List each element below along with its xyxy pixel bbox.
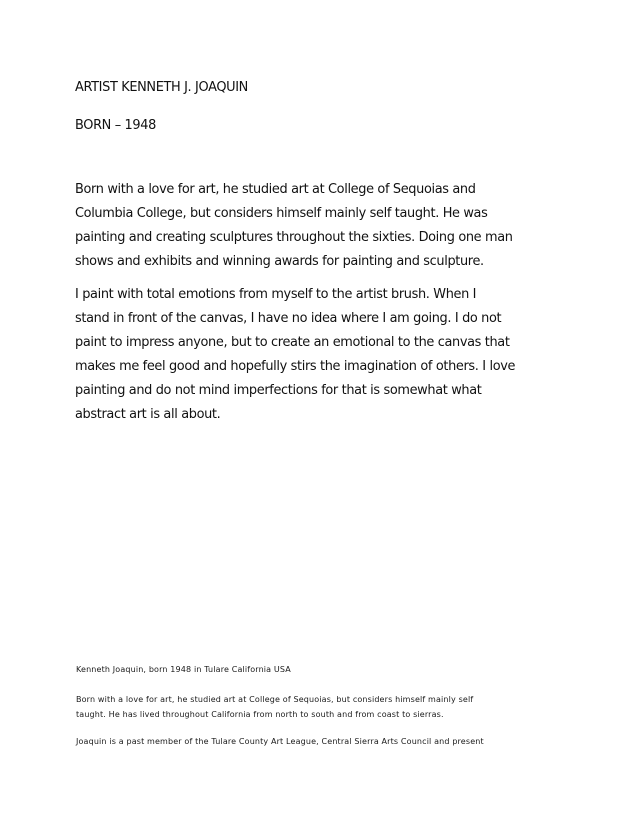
paragraph-line: Born with a love for art, he studied art at College of Sequoias and <box>75 182 476 197</box>
footer-line: Kenneth Joaquin, born 1948 in Tulare California USA <box>76 665 291 674</box>
paragraph-line: painting and creating sculptures throughout the sixties. Doing one man <box>75 230 513 245</box>
paragraph-line: Columbia College, but considers himself mainly self taught. He was <box>75 206 488 221</box>
paragraph-line: painting and do not mind imperfections for that is somewhat what <box>75 383 482 398</box>
paragraph-line: abstract art is all about. <box>75 407 221 422</box>
footer-line: taught. He has lived throughout California from north to south and from coast to sierras. <box>76 710 444 719</box>
footer-line: Born with a love for art, he studied art at College of Sequoias, but considers himself mainly self <box>76 695 474 704</box>
paragraph-line: makes me feel good and hopefully stirs the imagination of others. I love <box>75 359 516 374</box>
artist-statement-paragraph <box>75 283 575 427</box>
paragraph-line: paint to impress anyone, but to create an emotional to the canvas that <box>75 335 510 350</box>
footer-line: Joaquin is a past member of the Tulare County Art League, Central Sierra Arts Council and present <box>76 737 484 746</box>
paragraph-line: stand in front of the canvas, I have no idea where I am going. I do not <box>75 311 502 326</box>
paragraph-line: I paint with total emotions from myself to the artist brush. When I <box>75 287 477 302</box>
birth-year-line: BORN – 1948 <box>75 118 156 133</box>
paragraph-line: shows and exhibits and winning awards for painting and sculpture. <box>75 254 484 269</box>
document-title: ARTIST KENNETH J. JOAQUIN <box>75 80 248 95</box>
biography-paragraph <box>75 178 575 274</box>
